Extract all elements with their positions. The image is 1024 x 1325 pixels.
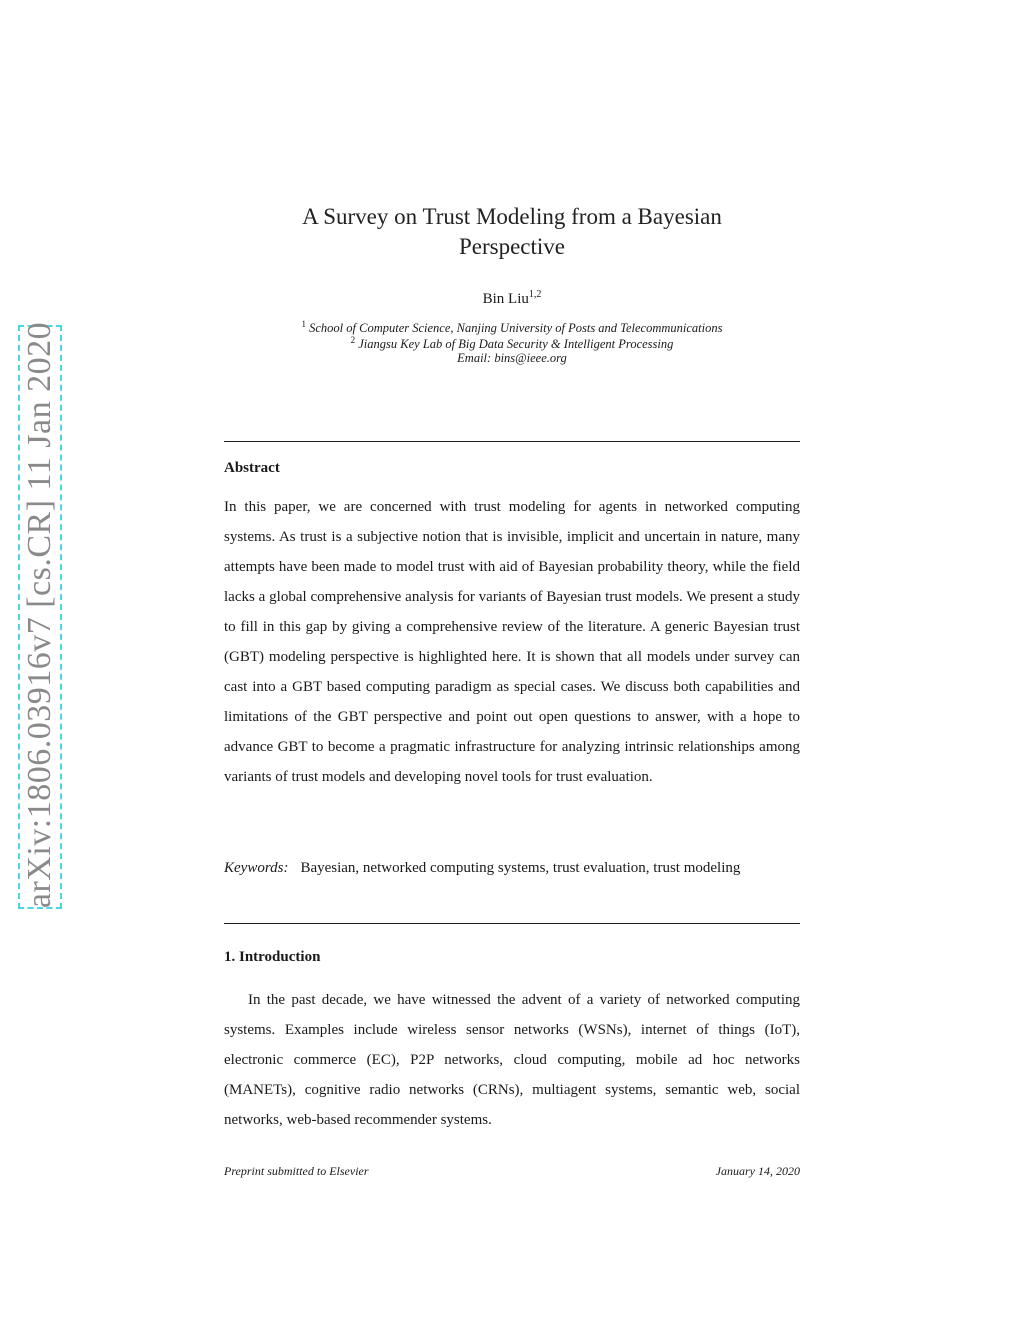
keywords-label: Keywords: [224, 860, 289, 876]
author-line [0, 289, 1024, 308]
affiliation-2 [0, 335, 1024, 352]
affiliation-2-marker: 2 [350, 335, 356, 345]
abstract-body: In this paper, we are concerned with trust modeling for agents in networked computing systems. As trust is a subjective notion that is invisible, implicit and uncertain in nature, many attempts have been made to model trust with aid of Bayesian probability theory, while the field lacks a global comprehensive analysis for variants of Bayesian trust models. We present a study to fill in this gap by giving a comprehensive review of the literature. A generic Bayesian trust (GBT) modeling perspective is highlighted here. It is shown that all models under survey can cast into a GBT based computing paradigm as special cases. We discuss both capabilities and limitations of the GBT perspective and point out open questions to answer, with a hope to advance GBT to become a pragmatic infrastructure for analyzing intrinsic relationships among variants of trust models and developing novel tools for trust evaluation. [224, 499, 800, 785]
arxiv-identifier: arXiv:1806.03916v7 [cs.CR] 11 Jan 2020 [21, 321, 58, 909]
abstract-bottom-rule [224, 923, 800, 924]
introduction-heading: 1. Introduction [224, 949, 321, 965]
paper-title [212, 202, 812, 262]
footer-preprint-note: Preprint submitted to Elsevier [224, 1164, 369, 1178]
affiliation-1-text: School of Computer Science, Nanjing University of Posts and Telecommunications [309, 321, 723, 336]
abstract-top-rule [224, 441, 800, 442]
page-footer [224, 1164, 800, 1179]
author-email: Email: bins@ieee.org [457, 351, 567, 365]
footer-date: January 14, 2020 [715, 1164, 800, 1178]
keywords-block [224, 853, 800, 883]
author-superscript: 1,2 [528, 289, 542, 300]
affiliation-1-marker: 1 [301, 319, 306, 329]
affiliation-2-text: Jiangsu Key Lab of Big Data Security & Intelligent Processing [358, 337, 674, 352]
affiliation-1 [0, 319, 1024, 336]
introduction-body: In the past decade, we have witnessed the advent of a variety of networked computing systems. Examples include wireless sensor networks (WSNs), internet of things (IoT), electronic commerce (EC), P2P networks, cloud computing, mobile ad hoc networks (MANETs), cognitive radio networks (CRNs), multiagent systems, semantic web, social networks, web-based recommender systems. [224, 992, 800, 1128]
abstract-heading: Abstract [224, 460, 280, 476]
title-line-1: A Survey on Trust Modeling from a Bayesian [302, 204, 722, 229]
keywords-list: Bayesian, networked computing systems, trust evaluation, trust modeling [300, 860, 741, 876]
author-name: Bin Liu [482, 291, 529, 307]
title-line-2: Perspective [458, 234, 565, 259]
